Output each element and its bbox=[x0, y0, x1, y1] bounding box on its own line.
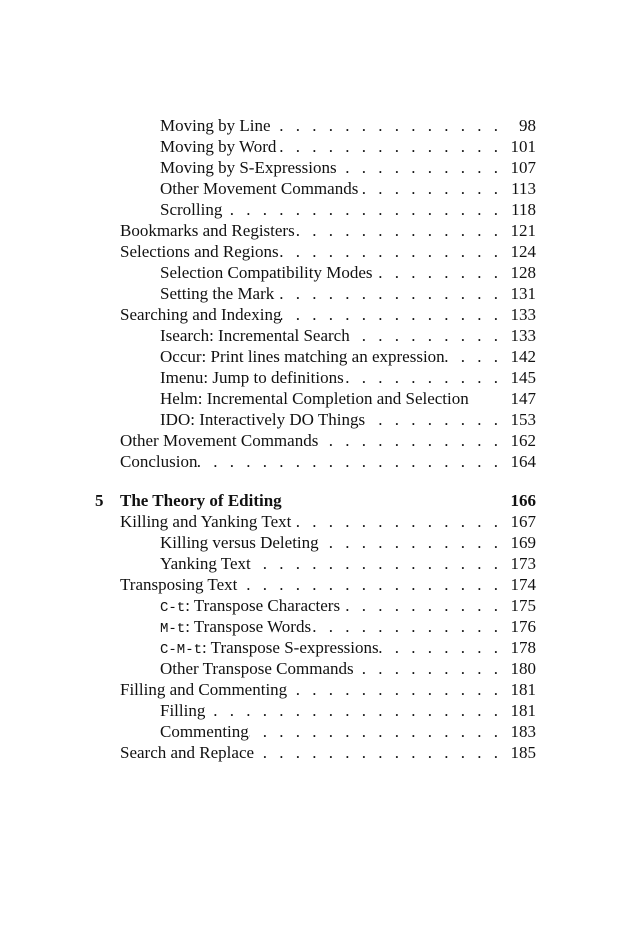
dot-leader bbox=[311, 616, 508, 637]
toc-entry-title: Scrolling bbox=[160, 200, 223, 219]
toc-entry-page: 118 bbox=[511, 200, 536, 219]
chapter-number: 5 bbox=[95, 491, 104, 510]
toc-entry[interactable] bbox=[160, 721, 536, 742]
dot-leader bbox=[274, 283, 508, 304]
toc-entry-title: Moving by Line bbox=[160, 116, 271, 135]
toc-entry[interactable] bbox=[120, 304, 536, 325]
toc-entry-page: 128 bbox=[510, 263, 536, 282]
dot-leader bbox=[354, 658, 508, 679]
toc-entry[interactable] bbox=[120, 430, 536, 451]
dot-leader bbox=[279, 241, 508, 262]
toc-entry-page: 174 bbox=[510, 575, 536, 594]
keybinding-code: C-t bbox=[160, 600, 186, 616]
dot-leader bbox=[205, 700, 508, 721]
dot-leader bbox=[350, 325, 508, 346]
toc-entry-title: IDO: Interactively DO Things bbox=[160, 410, 366, 429]
toc-entry-title: Imenu: Jump to definitions bbox=[160, 368, 344, 387]
dot-leader bbox=[249, 721, 508, 742]
toc-entry[interactable] bbox=[120, 241, 536, 262]
dot-leader bbox=[379, 637, 508, 658]
chapter-title: The Theory of Editing bbox=[120, 491, 282, 510]
dot-leader bbox=[372, 262, 508, 283]
dot-leader bbox=[291, 511, 508, 532]
toc-entry-title: Selections and Regions bbox=[120, 242, 279, 261]
toc-entry-page: 181 bbox=[510, 680, 536, 699]
toc-entry[interactable] bbox=[120, 742, 536, 763]
toc-entry-page: 185 bbox=[510, 743, 536, 762]
toc-entry-title: Moving by Word bbox=[160, 137, 277, 156]
dot-leader bbox=[237, 574, 508, 595]
dot-leader bbox=[287, 679, 508, 700]
toc-entry-title: : Transpose Characters bbox=[185, 596, 341, 615]
toc-entry-title: : Transpose Words bbox=[185, 617, 312, 636]
toc-entry[interactable] bbox=[160, 532, 536, 553]
dot-leader bbox=[197, 451, 508, 472]
toc-entry-page: 133 bbox=[510, 326, 536, 345]
toc-entry-title: Selection Compatibility Modes bbox=[160, 263, 373, 282]
dot-leader bbox=[340, 595, 508, 616]
toc-entry-page: 147 bbox=[510, 389, 536, 408]
toc-entry-title: Setting the Mark bbox=[160, 284, 275, 303]
toc-entry[interactable] bbox=[120, 451, 536, 472]
toc-entry[interactable] bbox=[120, 679, 536, 700]
toc-entry-page: 124 bbox=[510, 242, 536, 261]
toc-entry-title: Filling and Commenting bbox=[120, 680, 288, 699]
toc-entry-title: Other Movement Commands bbox=[160, 179, 359, 198]
toc-entry[interactable] bbox=[160, 199, 536, 220]
chapter-page: 166 bbox=[510, 491, 536, 510]
toc-entry-page: 162 bbox=[510, 431, 536, 450]
toc-entry[interactable] bbox=[160, 346, 536, 367]
toc-entry[interactable] bbox=[160, 700, 536, 721]
toc-entry[interactable] bbox=[120, 511, 536, 532]
dot-leader bbox=[319, 532, 508, 553]
toc-entry-title: Commenting bbox=[160, 722, 249, 741]
dot-leader bbox=[271, 115, 509, 136]
toc-entry[interactable] bbox=[160, 409, 536, 430]
toc-entry-page: 113 bbox=[511, 179, 536, 198]
toc-entry-page: 133 bbox=[510, 305, 536, 324]
toc-entry-page: 164 bbox=[510, 452, 536, 471]
toc-entry-title: Transposing Text bbox=[120, 575, 238, 594]
toc-entry-title: Isearch: Incremental Search bbox=[160, 326, 350, 345]
toc-entry-page: 178 bbox=[510, 638, 536, 657]
toc-entry[interactable] bbox=[160, 637, 536, 658]
toc-entry-page: 142 bbox=[510, 347, 536, 366]
toc-chapter-heading[interactable] bbox=[95, 490, 536, 511]
toc-entry-page: 167 bbox=[510, 512, 536, 531]
toc-entry[interactable] bbox=[160, 115, 536, 136]
toc-entry[interactable] bbox=[160, 367, 536, 388]
toc-entry[interactable] bbox=[160, 178, 536, 199]
toc-entry-page: 131 bbox=[510, 284, 536, 303]
toc-entry-title: Searching and Indexing bbox=[120, 305, 282, 324]
toc-entry-page: 107 bbox=[510, 158, 536, 177]
toc-entry-title: Helm: Incremental Completion and Selection bbox=[160, 389, 469, 408]
toc-entry-title: Killing and Yanking Text bbox=[120, 512, 292, 531]
dot-leader bbox=[365, 409, 508, 430]
dot-leader bbox=[358, 178, 508, 199]
toc-entry-title: Bookmarks and Registers bbox=[120, 221, 295, 240]
toc-entry[interactable] bbox=[160, 616, 536, 637]
toc-entry-page: 173 bbox=[510, 554, 536, 573]
dot-leader bbox=[318, 430, 508, 451]
toc-entry[interactable] bbox=[160, 595, 536, 616]
dot-leader bbox=[337, 157, 508, 178]
toc-entry-page: 153 bbox=[510, 410, 536, 429]
toc-entry-title: : Transpose S-expressions bbox=[202, 638, 379, 657]
keybinding-code: M-t bbox=[160, 621, 186, 637]
toc-entry-page: 180 bbox=[510, 659, 536, 678]
dot-leader bbox=[445, 346, 508, 367]
toc-entry-page: 175 bbox=[510, 596, 536, 615]
toc-entry[interactable] bbox=[120, 574, 536, 595]
dot-leader bbox=[295, 220, 508, 241]
toc-entry[interactable] bbox=[160, 157, 536, 178]
dot-leader bbox=[344, 367, 508, 388]
toc-entry-title: Other Movement Commands bbox=[120, 431, 319, 450]
dot-leader bbox=[281, 304, 508, 325]
toc-entry-title: Filling bbox=[160, 701, 206, 720]
toc-entry-page: 145 bbox=[510, 368, 536, 387]
toc-entry-title: Moving by S-Expressions bbox=[160, 158, 337, 177]
toc-entry[interactable] bbox=[160, 262, 536, 283]
toc-entry-title: Killing versus Deleting bbox=[160, 533, 319, 552]
toc-entry-page: 101 bbox=[510, 137, 536, 156]
toc-entry-title: Other Transpose Commands bbox=[160, 659, 354, 678]
toc-entry-title: Conclusion bbox=[120, 452, 198, 471]
toc-entry-page: 169 bbox=[510, 533, 536, 552]
toc-entry[interactable] bbox=[160, 136, 536, 157]
toc-entry[interactable] bbox=[160, 658, 536, 679]
toc-entry-title: Occur: Print lines matching an expression bbox=[160, 347, 445, 366]
toc-entry[interactable] bbox=[160, 325, 536, 346]
toc-entry-page: 121 bbox=[510, 221, 536, 240]
toc-entry-title: Yanking Text bbox=[160, 554, 251, 573]
toc-entry-page: 181 bbox=[510, 701, 536, 720]
toc-entry-page: 176 bbox=[510, 617, 536, 636]
dot-leader bbox=[276, 136, 508, 157]
toc-entry[interactable] bbox=[120, 220, 536, 241]
dot-leader bbox=[254, 742, 508, 763]
toc-entry-page: 98 bbox=[519, 116, 536, 135]
toc-entry-page: 183 bbox=[510, 722, 536, 741]
dot-leader bbox=[222, 199, 508, 220]
toc-entry[interactable] bbox=[160, 388, 536, 409]
toc-entry[interactable] bbox=[160, 283, 536, 304]
dot-leader bbox=[251, 553, 508, 574]
toc-entry-title: Search and Replace bbox=[120, 743, 255, 762]
toc-entry[interactable] bbox=[160, 553, 536, 574]
keybinding-code: C-M-t bbox=[160, 642, 203, 658]
